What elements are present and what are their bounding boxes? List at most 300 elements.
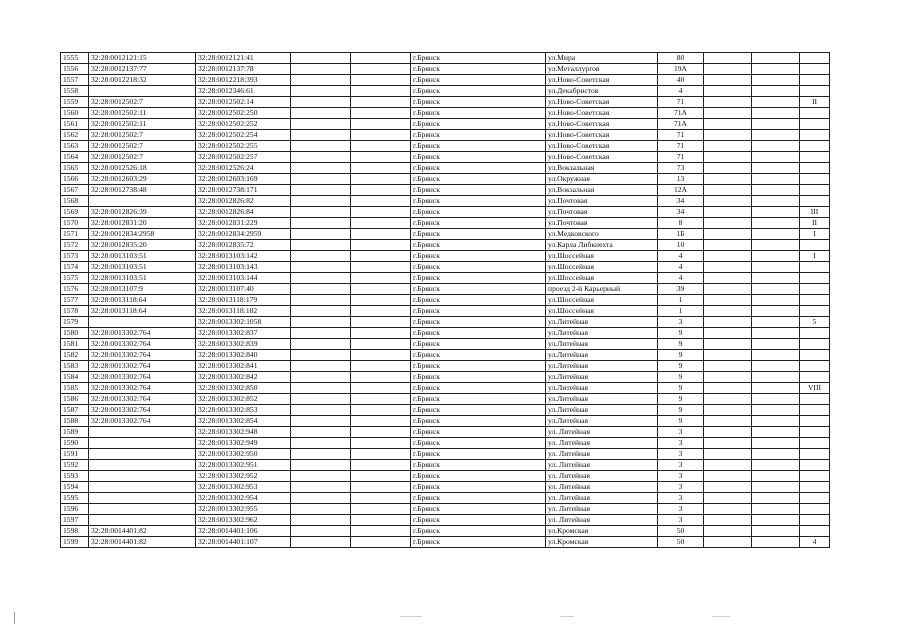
cell-row-number: 1580 [61, 328, 89, 339]
cell-house-number: 3 [658, 515, 704, 526]
cell-mark [800, 438, 830, 449]
cell-street: ул.Ново-Советская [546, 152, 658, 163]
cell-city: г.Брянск [411, 141, 546, 152]
table-row [61, 141, 830, 152]
cell-house-number: 50 [658, 537, 704, 548]
cell-col-4 [291, 306, 351, 317]
cell-cadastral-number: 32:28:0013103:143 [196, 262, 291, 273]
cell-col-5 [351, 207, 411, 218]
table-row [61, 526, 830, 537]
cell-col-9 [704, 526, 752, 537]
cell-col-10 [752, 416, 800, 427]
cell-cadastral-number: 32:28:0013302:952 [196, 471, 291, 482]
cell-col-10 [752, 64, 800, 75]
cell-parent-cadastral-number [89, 438, 196, 449]
cell-col-9 [704, 218, 752, 229]
cell-row-number: 1595 [61, 493, 89, 504]
cell-house-number: 3 [658, 493, 704, 504]
cell-mark [800, 372, 830, 383]
table-row [61, 97, 830, 108]
cell-row-number: 1568 [61, 196, 89, 207]
cell-col-4 [291, 493, 351, 504]
cell-col-10 [752, 372, 800, 383]
cell-col-5 [351, 273, 411, 284]
cell-col-10 [752, 438, 800, 449]
cell-col-5 [351, 493, 411, 504]
cell-street: ул. Литейная [546, 471, 658, 482]
cell-cadastral-number: 32:28:0012502:252 [196, 119, 291, 130]
cell-street: ул.Литейная [546, 328, 658, 339]
cell-parent-cadastral-number: 32:28:0013302:764 [89, 383, 196, 394]
cell-cadastral-number: 32:28:0012738:171 [196, 185, 291, 196]
cell-col-5 [351, 471, 411, 482]
cell-cadastral-number: 32:28:0012137:78 [196, 64, 291, 75]
cell-col-10 [752, 86, 800, 97]
cell-parent-cadastral-number: 32:28:0013302:764 [89, 416, 196, 427]
cell-mark [800, 361, 830, 372]
cell-parent-cadastral-number: 32:28:0013302:764 [89, 339, 196, 350]
cell-parent-cadastral-number [89, 515, 196, 526]
cell-col-5 [351, 361, 411, 372]
cell-col-9 [704, 515, 752, 526]
cell-house-number: 3 [658, 317, 704, 328]
cell-col-4 [291, 141, 351, 152]
cell-col-4 [291, 339, 351, 350]
cell-col-9 [704, 306, 752, 317]
cell-street: ул.Ново-Советская [546, 119, 658, 130]
cell-col-10 [752, 229, 800, 240]
cell-mark: 4 [800, 537, 830, 548]
cell-col-9 [704, 372, 752, 383]
cell-street: ул. Литейная [546, 515, 658, 526]
cell-parent-cadastral-number: 32:28:0013302:764 [89, 328, 196, 339]
cell-cadastral-number: 32:28:0013302:852 [196, 394, 291, 405]
cell-parent-cadastral-number: 32:28:0012603:29 [89, 174, 196, 185]
cell-city: г.Брянск [411, 108, 546, 119]
cell-col-9 [704, 119, 752, 130]
cell-mark [800, 196, 830, 207]
cell-col-9 [704, 108, 752, 119]
cell-row-number: 1566 [61, 174, 89, 185]
cell-parent-cadastral-number: 32:28:0013103:51 [89, 262, 196, 273]
cell-col-4 [291, 240, 351, 251]
cell-col-9 [704, 207, 752, 218]
cell-col-4 [291, 218, 351, 229]
cell-col-9 [704, 438, 752, 449]
cell-street: ул.Литейная [546, 372, 658, 383]
cell-city: г.Брянск [411, 372, 546, 383]
cell-col-9 [704, 394, 752, 405]
cell-city: г.Брянск [411, 97, 546, 108]
cell-col-4 [291, 229, 351, 240]
cell-mark: II [800, 218, 830, 229]
cell-street: ул.Кромская [546, 537, 658, 548]
cell-row-number: 1584 [61, 372, 89, 383]
cell-city: г.Брянск [411, 504, 546, 515]
cell-col-5 [351, 460, 411, 471]
cell-col-5 [351, 196, 411, 207]
cell-col-9 [704, 174, 752, 185]
cell-street: ул.Шоссейная [546, 295, 658, 306]
cell-mark [800, 449, 830, 460]
cell-col-10 [752, 471, 800, 482]
cell-city: г.Брянск [411, 229, 546, 240]
cell-city: г.Брянск [411, 438, 546, 449]
cell-col-4 [291, 449, 351, 460]
table-row [61, 449, 830, 460]
cell-col-5 [351, 438, 411, 449]
cell-house-number: 4 [658, 251, 704, 262]
cell-cadastral-number: 32:28:0012502:254 [196, 130, 291, 141]
cell-col-5 [351, 383, 411, 394]
cell-col-5 [351, 317, 411, 328]
cell-cadastral-number: 32:28:0013302:850 [196, 383, 291, 394]
cell-mark [800, 295, 830, 306]
cell-street: ул. Литейная [546, 493, 658, 504]
cell-mark [800, 174, 830, 185]
cell-cadastral-number: 32:28:0013302:839 [196, 339, 291, 350]
cell-city: г.Брянск [411, 86, 546, 97]
cell-city: г.Брянск [411, 526, 546, 537]
table-row [61, 130, 830, 141]
cell-cadastral-number: 32:28:0013118:179 [196, 295, 291, 306]
cell-mark [800, 394, 830, 405]
cell-house-number: 9 [658, 328, 704, 339]
cell-col-5 [351, 427, 411, 438]
cell-cadastral-number: 32:28:0013103:144 [196, 273, 291, 284]
cell-house-number: 1 [658, 295, 704, 306]
cell-house-number: 80 [658, 53, 704, 64]
cell-col-10 [752, 196, 800, 207]
cell-col-9 [704, 185, 752, 196]
cell-col-9 [704, 130, 752, 141]
cell-col-10 [752, 97, 800, 108]
cell-parent-cadastral-number: 32:28:0014401:82 [89, 526, 196, 537]
table-row [61, 405, 830, 416]
cell-col-9 [704, 504, 752, 515]
cell-parent-cadastral-number: 32:28:0013107:9 [89, 284, 196, 295]
table-row [61, 185, 830, 196]
cell-house-number: 9 [658, 361, 704, 372]
cell-row-number: 1560 [61, 108, 89, 119]
cell-parent-cadastral-number: 32:28:0013302:764 [89, 394, 196, 405]
cell-city: г.Брянск [411, 471, 546, 482]
cell-col-5 [351, 526, 411, 537]
cell-row-number: 1596 [61, 504, 89, 515]
cell-col-10 [752, 130, 800, 141]
cell-city: г.Брянск [411, 515, 546, 526]
cell-mark [800, 471, 830, 482]
cell-house-number: 9 [658, 350, 704, 361]
table-row [61, 515, 830, 526]
table-row [61, 328, 830, 339]
cell-city: г.Брянск [411, 449, 546, 460]
table-row [61, 119, 830, 130]
cell-col-4 [291, 207, 351, 218]
cell-row-number: 1577 [61, 295, 89, 306]
cell-city: г.Брянск [411, 218, 546, 229]
cell-street: ул.Литейная [546, 405, 658, 416]
cell-cadastral-number: 32:28:0012502:250 [196, 108, 291, 119]
cell-col-10 [752, 141, 800, 152]
cell-cadastral-number: 32:28:0012218:393 [196, 75, 291, 86]
cell-parent-cadastral-number: 32:28:0012121:15 [89, 53, 196, 64]
cell-parent-cadastral-number: 32:28:0012502:7 [89, 141, 196, 152]
cell-col-4 [291, 174, 351, 185]
cell-row-number: 1564 [61, 152, 89, 163]
table-row [61, 207, 830, 218]
cell-row-number: 1572 [61, 240, 89, 251]
cell-col-5 [351, 339, 411, 350]
cell-street: ул. Литейная [546, 427, 658, 438]
cell-row-number: 1576 [61, 284, 89, 295]
cell-col-9 [704, 53, 752, 64]
cell-col-10 [752, 108, 800, 119]
cell-city: г.Брянск [411, 262, 546, 273]
cell-col-9 [704, 328, 752, 339]
cell-house-number: 39 [658, 284, 704, 295]
cell-row-number: 1582 [61, 350, 89, 361]
scan-noise [712, 616, 730, 617]
cell-col-4 [291, 262, 351, 273]
table-row [61, 350, 830, 361]
cell-parent-cadastral-number: 32:28:0012834:2958 [89, 229, 196, 240]
cell-cadastral-number: 32:28:0014401:107 [196, 537, 291, 548]
cell-parent-cadastral-number: 32:28:0012526:18 [89, 163, 196, 174]
register-table [60, 52, 830, 548]
cell-col-5 [351, 97, 411, 108]
cell-col-4 [291, 482, 351, 493]
cell-city: г.Брянск [411, 196, 546, 207]
cell-col-5 [351, 328, 411, 339]
cell-col-4 [291, 438, 351, 449]
cell-house-number: 3 [658, 471, 704, 482]
cell-house-number: 71 [658, 130, 704, 141]
cell-cadastral-number: 32:28:0012502:257 [196, 152, 291, 163]
cell-row-number: 1593 [61, 471, 89, 482]
cell-street: ул.Декабристов [546, 86, 658, 97]
cell-col-5 [351, 482, 411, 493]
cell-col-5 [351, 394, 411, 405]
cell-mark [800, 350, 830, 361]
cell-parent-cadastral-number: 32:28:0013103:51 [89, 273, 196, 284]
cell-col-9 [704, 141, 752, 152]
cell-city: г.Брянск [411, 493, 546, 504]
cell-col-10 [752, 504, 800, 515]
cell-city: г.Брянск [411, 328, 546, 339]
cell-col-9 [704, 405, 752, 416]
cell-col-10 [752, 295, 800, 306]
cell-city: г.Брянск [411, 339, 546, 350]
cell-street: ул.Ново-Советская [546, 141, 658, 152]
cell-col-9 [704, 196, 752, 207]
cell-col-4 [291, 460, 351, 471]
cell-mark [800, 416, 830, 427]
cell-cadastral-number: 32:28:0013302:949 [196, 438, 291, 449]
table-row [61, 438, 830, 449]
cell-col-10 [752, 152, 800, 163]
cell-col-5 [351, 218, 411, 229]
cell-street: ул.Мира [546, 53, 658, 64]
cell-parent-cadastral-number: 32:28:0013302:764 [89, 372, 196, 383]
cell-col-10 [752, 427, 800, 438]
cell-row-number: 1567 [61, 185, 89, 196]
cell-col-5 [351, 229, 411, 240]
cell-mark [800, 141, 830, 152]
cell-parent-cadastral-number [89, 471, 196, 482]
cell-col-4 [291, 416, 351, 427]
table-row [61, 460, 830, 471]
cell-parent-cadastral-number: 32:28:0013302:764 [89, 405, 196, 416]
table-row [61, 361, 830, 372]
cell-house-number: 71 [658, 97, 704, 108]
cell-mark [800, 152, 830, 163]
cell-col-9 [704, 86, 752, 97]
cell-house-number: 40 [658, 75, 704, 86]
cell-parent-cadastral-number: 32:28:0012502:7 [89, 152, 196, 163]
table-row [61, 394, 830, 405]
table-row [61, 339, 830, 350]
cell-cadastral-number: 32:28:0012502:255 [196, 141, 291, 152]
cell-city: г.Брянск [411, 119, 546, 130]
cell-row-number: 1588 [61, 416, 89, 427]
cell-mark: I [800, 251, 830, 262]
cell-col-5 [351, 306, 411, 317]
cell-col-10 [752, 405, 800, 416]
cell-parent-cadastral-number [89, 449, 196, 460]
table-row [61, 317, 830, 328]
cell-col-10 [752, 240, 800, 251]
cell-col-5 [351, 262, 411, 273]
cell-city: г.Брянск [411, 53, 546, 64]
cell-col-10 [752, 449, 800, 460]
cell-mark: VIII [800, 383, 830, 394]
cell-parent-cadastral-number: 32:28:0012502:7 [89, 97, 196, 108]
cell-col-4 [291, 86, 351, 97]
cell-col-9 [704, 460, 752, 471]
cell-parent-cadastral-number: 32:28:0012218:32 [89, 75, 196, 86]
cell-street: ул.Вокзальная [546, 185, 658, 196]
cell-house-number: 1 [658, 306, 704, 317]
cell-parent-cadastral-number: 32:28:0014401:82 [89, 537, 196, 548]
cell-row-number: 1592 [61, 460, 89, 471]
cell-city: г.Брянск [411, 295, 546, 306]
cell-house-number: 9 [658, 383, 704, 394]
cell-row-number: 1589 [61, 427, 89, 438]
cell-cadastral-number: 32:28:0012826:82 [196, 196, 291, 207]
cell-street: ул.Шоссейная [546, 262, 658, 273]
cell-city: г.Брянск [411, 405, 546, 416]
cell-col-9 [704, 350, 752, 361]
cell-col-5 [351, 537, 411, 548]
cell-mark [800, 75, 830, 86]
cell-col-4 [291, 152, 351, 163]
cell-col-9 [704, 273, 752, 284]
cell-house-number: 3 [658, 427, 704, 438]
cell-col-10 [752, 339, 800, 350]
cell-col-9 [704, 295, 752, 306]
cell-row-number: 1571 [61, 229, 89, 240]
cell-street: ул.Литейная [546, 394, 658, 405]
cell-col-5 [351, 75, 411, 86]
cell-col-5 [351, 449, 411, 460]
table-row [61, 86, 830, 97]
cell-parent-cadastral-number [89, 460, 196, 471]
cell-house-number: 3 [658, 438, 704, 449]
cell-row-number: 1575 [61, 273, 89, 284]
cell-house-number: 3 [658, 504, 704, 515]
cell-row-number: 1563 [61, 141, 89, 152]
cell-city: г.Брянск [411, 427, 546, 438]
cell-col-10 [752, 75, 800, 86]
cell-city: г.Брянск [411, 130, 546, 141]
cell-street: ул. Литейная [546, 438, 658, 449]
cell-cadastral-number: 32:28:0013302:951 [196, 460, 291, 471]
cell-street: ул.Ново-Советская [546, 130, 658, 141]
scan-noise [400, 616, 422, 617]
cell-row-number: 1598 [61, 526, 89, 537]
cell-col-9 [704, 317, 752, 328]
cell-col-4 [291, 350, 351, 361]
cell-parent-cadastral-number [89, 504, 196, 515]
cell-city: г.Брянск [411, 251, 546, 262]
cell-street: ул.Вокзальная [546, 163, 658, 174]
cell-house-number: 50 [658, 526, 704, 537]
table-row [61, 493, 830, 504]
cell-city: г.Брянск [411, 416, 546, 427]
cell-parent-cadastral-number: 32:28:0013302:764 [89, 350, 196, 361]
cell-col-9 [704, 493, 752, 504]
cell-col-5 [351, 405, 411, 416]
cell-house-number: 71 [658, 141, 704, 152]
cell-street: ул.Карла Либкнехта [546, 240, 658, 251]
cell-col-4 [291, 284, 351, 295]
cell-city: г.Брянск [411, 273, 546, 284]
cell-col-9 [704, 471, 752, 482]
cell-street: ул.Ново-Советская [546, 75, 658, 86]
cell-col-4 [291, 515, 351, 526]
table-row [61, 306, 830, 317]
cell-col-5 [351, 504, 411, 515]
cell-col-4 [291, 196, 351, 207]
cell-row-number: 1570 [61, 218, 89, 229]
cell-parent-cadastral-number: 32:28:0012831:20 [89, 218, 196, 229]
cell-row-number: 1556 [61, 64, 89, 75]
cell-house-number: 9 [658, 416, 704, 427]
cell-col-9 [704, 152, 752, 163]
cell-house-number: 9 [658, 339, 704, 350]
cell-house-number: 71А [658, 108, 704, 119]
cell-house-number: 3 [658, 460, 704, 471]
cell-city: г.Брянск [411, 306, 546, 317]
cell-city: г.Брянск [411, 64, 546, 75]
cell-col-5 [351, 64, 411, 75]
cell-cadastral-number: 32:28:0013302:837 [196, 328, 291, 339]
cell-mark: III [800, 207, 830, 218]
cell-house-number: 8 [658, 218, 704, 229]
table-row [61, 284, 830, 295]
cell-street: ул.Ново-Советская [546, 97, 658, 108]
cell-cadastral-number: 32:28:0013302:854 [196, 416, 291, 427]
cell-col-9 [704, 284, 752, 295]
cell-house-number: 12А [658, 185, 704, 196]
table-row [61, 75, 830, 86]
cell-col-9 [704, 427, 752, 438]
cell-mark [800, 306, 830, 317]
cell-house-number: 34 [658, 207, 704, 218]
cell-mark [800, 262, 830, 273]
cell-mark [800, 273, 830, 284]
